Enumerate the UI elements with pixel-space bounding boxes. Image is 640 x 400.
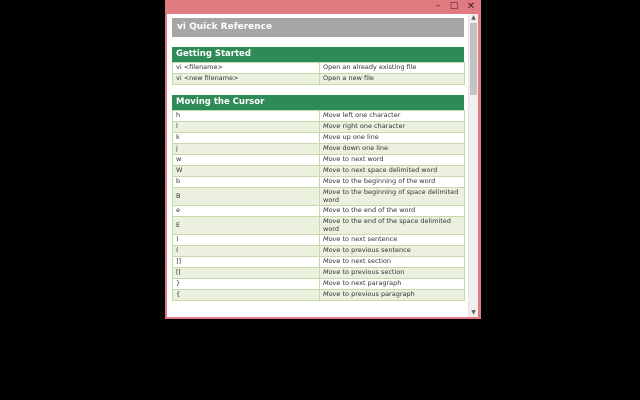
section-0: [172, 47, 464, 85]
description-text: up one line: [340, 133, 379, 142]
vertical-scrollbar[interactable]: [468, 14, 478, 317]
table-row: [173, 188, 465, 206]
description-text: to the beginning of space delimited word: [323, 188, 459, 204]
description-cell: [320, 133, 465, 144]
scroll-down-icon[interactable]: ▼: [471, 309, 476, 316]
close-icon[interactable]: ✕: [466, 1, 476, 12]
table-row: [173, 206, 465, 217]
description-cell: [320, 63, 465, 74]
description-verb: Move: [323, 290, 341, 299]
description-cell: [320, 111, 465, 122]
description-text: to next section: [340, 257, 391, 266]
command-cell: k: [173, 133, 320, 144]
description-cell: [320, 155, 465, 166]
description-verb: Move: [323, 206, 341, 215]
description-text: to the beginning of the word: [340, 177, 436, 186]
description-cell: [320, 290, 465, 301]
description-text: left one character: [340, 111, 401, 120]
command-cell: }: [173, 279, 320, 290]
table-row: [173, 111, 465, 122]
command-cell: ]]: [173, 257, 320, 268]
description-text: to previous section: [340, 268, 405, 277]
table-row: [173, 63, 465, 74]
command-cell: B: [173, 188, 320, 206]
table-row: [173, 144, 465, 155]
description-verb: Move: [323, 268, 341, 277]
section-1: [172, 95, 464, 301]
table-row: [173, 133, 465, 144]
command-cell: w: [173, 155, 320, 166]
reference-table: [172, 62, 465, 85]
table-row: [173, 217, 465, 235]
section-header: Moving the Cursor: [172, 95, 464, 110]
description-cell: [320, 166, 465, 177]
description-text: Open an already existing file: [323, 63, 417, 72]
command-cell: h: [173, 111, 320, 122]
command-cell: (: [173, 246, 320, 257]
command-cell: W: [173, 166, 320, 177]
description-verb: Move: [323, 217, 341, 225]
table-row: [173, 290, 465, 301]
description-text: to next sentence: [340, 235, 398, 244]
reference-table: [172, 110, 465, 301]
title-bar[interactable]: [165, 0, 481, 14]
description-text: down one line: [340, 144, 389, 153]
description-text: to the end of the space delimited word: [323, 217, 451, 233]
description-verb: Move: [323, 246, 341, 255]
description-verb: Move: [323, 155, 341, 164]
command-cell: vi <new filename>: [173, 74, 320, 85]
description-verb: Move: [323, 166, 341, 175]
table-row: [173, 235, 465, 246]
table-row: [173, 268, 465, 279]
description-text: Open a new file: [323, 74, 374, 83]
description-text: to previous sentence: [340, 246, 411, 255]
table-row: [173, 155, 465, 166]
table-row: [173, 177, 465, 188]
description-verb: Move: [323, 257, 341, 266]
description-verb: Move: [323, 279, 341, 288]
table-row: [173, 122, 465, 133]
maximize-icon[interactable]: □: [449, 1, 459, 11]
description-cell: [320, 177, 465, 188]
description-verb: Move: [323, 235, 341, 244]
sections-container: [172, 47, 464, 301]
description-text: to next paragraph: [340, 279, 402, 288]
description-cell: [320, 217, 465, 235]
command-cell: [[: [173, 268, 320, 279]
document-view: [167, 14, 478, 317]
description-verb: Move: [323, 133, 341, 142]
command-cell: ): [173, 235, 320, 246]
table-row: [173, 246, 465, 257]
description-cell: [320, 144, 465, 155]
description-cell: [320, 122, 465, 133]
description-text: to next space delimited word: [340, 166, 438, 175]
table-row: [173, 74, 465, 85]
description-verb: Move: [323, 122, 341, 131]
description-text: right one character: [340, 122, 406, 131]
description-verb: Move: [323, 144, 341, 153]
table-row: [173, 257, 465, 268]
description-text: to the end of the word: [340, 206, 416, 215]
description-text: to previous paragraph: [340, 290, 415, 299]
scroll-thumb[interactable]: [470, 23, 477, 95]
section-header: Getting Started: [172, 47, 464, 62]
page-title: vi Quick Reference: [172, 18, 464, 37]
description-verb: Move: [323, 177, 341, 186]
scroll-up-icon[interactable]: ▲: [471, 14, 476, 21]
command-cell: E: [173, 217, 320, 235]
command-cell: l: [173, 122, 320, 133]
command-cell: {: [173, 290, 320, 301]
description-cell: [320, 235, 465, 246]
description-text: to next word: [340, 155, 384, 164]
description-verb: Move: [323, 111, 341, 120]
document-content: [172, 18, 464, 301]
minimize-icon[interactable]: –: [435, 1, 441, 11]
description-cell: [320, 206, 465, 217]
table-row: [173, 166, 465, 177]
description-cell: [320, 257, 465, 268]
description-verb: Move: [323, 188, 341, 196]
description-cell: [320, 279, 465, 290]
app-window: [165, 0, 481, 319]
command-cell: b: [173, 177, 320, 188]
description-cell: [320, 74, 465, 85]
description-cell: [320, 246, 465, 257]
command-cell: e: [173, 206, 320, 217]
command-cell: j: [173, 144, 320, 155]
description-cell: [320, 188, 465, 206]
command-cell: vi <filename>: [173, 63, 320, 74]
description-cell: [320, 268, 465, 279]
table-row: [173, 279, 465, 290]
